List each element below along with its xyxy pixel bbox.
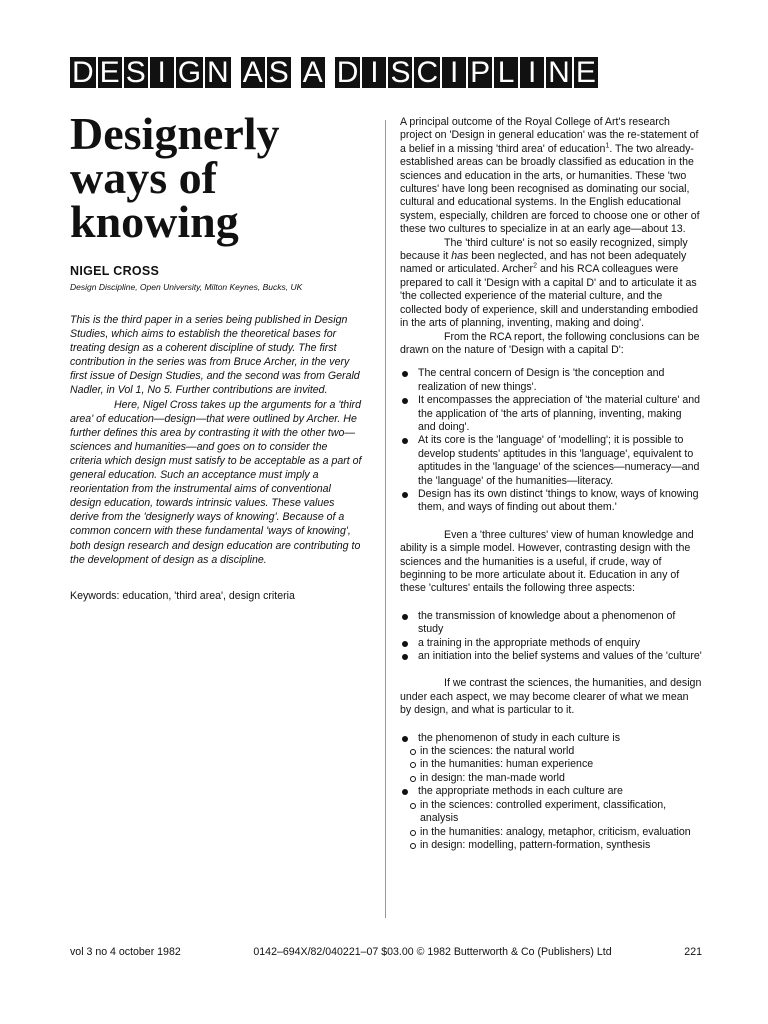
banner-letter: P: [470, 55, 491, 89]
banner-letter: E: [99, 55, 120, 89]
list-item: Design has its own distinct 'things to know, ways of knowing them, and ways of finding out about them.': [400, 488, 702, 515]
sub-list: [418, 799, 702, 853]
list-item: [400, 785, 702, 852]
banner-letter: I: [150, 57, 174, 88]
page-number: 221: [684, 946, 702, 958]
author-name: NIGEL CROSS: [70, 264, 160, 278]
body-paragraph: If we contrast the sciences, the humanities, and design under each aspect, we may become clearer of what we mean by design, and what is particular to it.: [400, 677, 702, 717]
sub-list-item: in the sciences: controlled experiment, classification, analysis: [400, 799, 702, 826]
banner-letter: G: [177, 55, 202, 89]
text-span: . The two already-established areas can be broadly classified as education in the sciences and education in the arts, or humanities. These 'two cultures' have long been recognised as dominating our social, cultural and educational systems. In the English educational system, especially, children are forced to choose one or other of these two cultures to specialize in at an early age—about 13.: [400, 142, 700, 236]
text-span: A principal outcome of the Royal College of Art's research project on 'Design in general education' was the re-statement of a belief in a missing 'third area' of education: [400, 116, 699, 155]
list-item: an initiation into the belief systems and values of the 'culture': [400, 650, 702, 663]
text-span: and his RCA colleagues were prepared to call it 'Design with a capital D' and to articulate it as 'the collected experience of the material culture, and the collected body of experience, skill and understanding embodied in the arts of planning, inventing, making and doing'.: [400, 263, 698, 330]
banner-letter: D: [72, 55, 94, 89]
banner-word-gap: [293, 57, 299, 88]
list-item-label: the appropriate methods in each culture are: [418, 785, 623, 798]
abstract-paragraph: Here, Nigel Cross takes up the arguments for a 'third area' of education—design—that were outlined by Archer. He further defines this area by contrasting it with the other two—sciences and humanities—and goes on to consider the criteria which design must satisfy to be acceptable as a part of general education. Such an acceptance must imply a reorientation from the instrumental aims of conventional design education, towards intrinsic values. These values derive from the 'designerly ways of knowing'. Because of a common concern with these fundamental 'ways of knowing', both design research and design education are contributing to the development of design as a discipline.: [70, 398, 362, 566]
sub-list: [418, 745, 702, 785]
footnote-ref: 2: [533, 262, 537, 270]
column-divider: [385, 120, 386, 918]
emphasis: has: [451, 250, 469, 263]
sub-list-item: in design: modelling, pattern-formation, synthesis: [400, 839, 702, 852]
body-text: [400, 116, 702, 852]
author-affiliation: Design Discipline, Open University, Milton Keynes, Bucks, UK: [70, 282, 303, 292]
banner-letter: L: [494, 57, 518, 88]
footnote-ref: 1: [605, 142, 610, 150]
list-item: the transmission of knowledge about a phenomenon of study: [400, 610, 702, 637]
body-paragraph: [400, 116, 702, 237]
design-conclusions-list: [400, 367, 702, 514]
education-aspects-list: [400, 610, 702, 664]
culture-comparison-list: [400, 732, 702, 853]
banner-letter: A: [302, 55, 323, 89]
banner-word-gap: [327, 57, 333, 88]
list-item: The central concern of Design is 'the conception and realization of new things'.: [400, 367, 702, 394]
copyright-line: 0142–694X/82/040221–07 $03.00 © 1982 Butterworth & Co (Publishers) Ltd: [253, 946, 612, 958]
sub-list-item: in the humanities: human experience: [400, 758, 702, 771]
banner-word-gap: [233, 57, 239, 88]
banner-letter: S: [268, 55, 289, 89]
banner-letter: I: [362, 57, 386, 88]
sub-list-item: in design: the man-made world: [400, 772, 702, 785]
text-span: The 'third culture' is not so easily recognized, simply because it: [400, 236, 688, 263]
banner-letter: A: [242, 55, 263, 89]
sub-list-item: in the humanities: analogy, metaphor, criticism, evaluation: [400, 826, 702, 839]
list-item-label: the phenomenon of study in each culture is: [418, 731, 621, 744]
article-title: Designerly ways of knowing: [70, 108, 280, 247]
issue-info: vol 3 no 4 october 1982: [70, 946, 181, 958]
abstract-paragraph: This is the third paper in a series being published in Design Studies, which aims to establish the theoretical bases for treating design as a coherent discipline of study. The first contribution in the series was from Bruce Archer, in the very first issue of Design Studies, and the second was from Gerald Nadler, in Vol 1, No 5. Further contributions are invited.: [70, 314, 360, 397]
banner-letter: S: [390, 55, 411, 89]
banner-letter: I: [520, 57, 544, 88]
banner-letter: N: [548, 55, 570, 89]
body-paragraph: From the RCA report, the following conclusions can be drawn on the nature of 'Design with a capital D':: [400, 330, 700, 356]
list-item: [400, 732, 702, 786]
list-item: At its core is the 'language' of 'modelling'; it is possible to develop students' aptitudes in this 'language', equivalent to aptitudes in the 'language' of the sciences—numeracy—and the 'language' of the humanities—literacy.: [400, 434, 702, 488]
body-paragraph: [400, 237, 702, 331]
abstract: [70, 313, 362, 567]
keywords: Keywords: education, 'third area', design criteria: [70, 590, 295, 602]
banner-letter: D: [336, 55, 359, 89]
list-item: It encompasses the appreciation of 'the material culture' and the application of 'the arts of planning, inventing, making and doing'.: [400, 394, 702, 434]
series-banner: [70, 57, 598, 88]
text-span: been neglected, and has not been adequately named or articulated. Archer: [400, 250, 687, 276]
banner-letter: C: [416, 55, 439, 89]
banner-letter: S: [125, 55, 146, 89]
banner-letter: E: [575, 55, 596, 89]
body-paragraph: Even a 'three cultures' view of human knowledge and ability is a simple model. However, contrasting design with the sciences and the humanities is a useful, if crude, way of beginning to be more articulate about it. Education in any of these 'cultures' entails the following three aspects:: [400, 528, 694, 595]
page-footer: [70, 946, 702, 958]
list-item: a training in the appropriate methods of enquiry: [400, 637, 702, 650]
sub-list-item: in the sciences: the natural world: [400, 745, 702, 758]
banner-letter: N: [207, 55, 229, 89]
banner-letter: I: [442, 57, 466, 88]
